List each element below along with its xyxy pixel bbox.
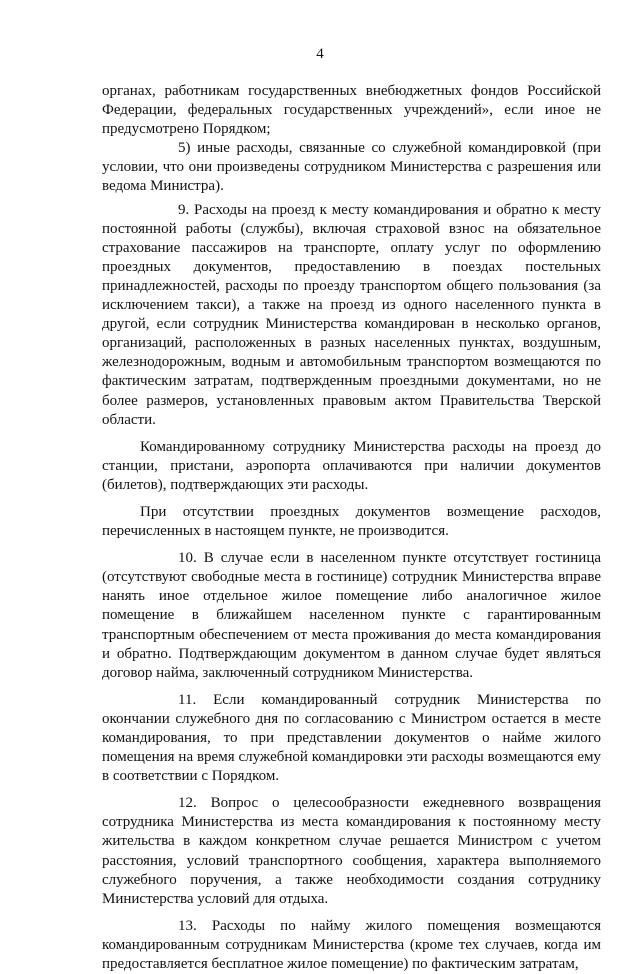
paragraph-12	[102, 794, 601, 909]
paragraph-10	[102, 549, 601, 683]
paragraph-text: При отсутствии проездных документов возмещение расходов, перечисленных в настоящем пункте, не производится.	[102, 503, 601, 540]
paragraph-text: Расходы по найму жилого помещения возмещаются командированным сотрудникам Министерства (кроме тех случаев, когда им предоставляется бесплатное жилое помещение) по фактическим затратам,	[102, 917, 602, 973]
paragraph-number: 11.	[178, 691, 197, 708]
document-body	[102, 82, 601, 974]
paragraph-number: 9.	[178, 201, 190, 218]
paragraph-text: Командированному сотруднику Министерства расходы на проезд до станции, пристани, аэропорта оплачиваются при наличии документов (билетов), подтверждающих эти расходы.	[102, 438, 601, 493]
paragraph-text: Если командированный сотрудник Министерства по окончании служебного дня по согласованию с Министром остается в месте командирования, то при представлении документов о найме жилого помещения на время служебной командировки эти расходы возмещаются ему в соответствии с Порядком.	[102, 691, 601, 785]
paragraph-number: 10.	[178, 550, 197, 567]
paragraph-number: 13.	[178, 917, 197, 934]
paragraph-text: органах, работникам государственных внебюджетных фондов Российской Федерации, федеральных государственных учреждений», если иное не предусмотрено Порядком;	[102, 83, 601, 138]
paragraph-item-5	[102, 139, 601, 196]
paragraph-9	[102, 201, 601, 430]
paragraph-text: Расходы на проезд к месту командирования и обратно к месту постоянной работы (службы), включая страховой взнос на обязательное страхование пассажиров на транспорте, оплату услуг по оформлению проездных документов, предоставлению в поездах постельных принадлежностей, расходы по проезду транспортом общего пользования (за исключением такси), а также на проезд из одного населенного пункта в другой, если сотрудник Министерства командирован в несколько органов, организаций, расположенных в разных населенных пунктах, воздушным, железнодорожным, водным и автомобильным транспортом возмещаются по фактическим затратам, подтвержденным проездными документами, но не более размеров, установленных правовым актом Правительства Тверской области.	[102, 201, 601, 428]
paragraph-11	[102, 691, 601, 786]
paragraph-number: 5)	[178, 140, 191, 157]
paragraph-13	[102, 917, 601, 974]
paragraph-number: 12.	[178, 795, 197, 812]
page-number: 4	[316, 46, 324, 62]
paragraph-no-documents	[102, 503, 601, 541]
paragraph-commuting	[102, 438, 601, 495]
paragraph-text: иные расходы, связанные со служебной командировкой (при условии, что они произведены сотрудником Министерства с разрешения или ведома Министра).	[102, 140, 601, 195]
paragraph-text: В случае если в населенном пункте отсутствует гостиница (отсутствуют свободные места в гостинице) сотрудник Министерства вправе нанять иное отдельное жилое помещение либо аналогичное жилое помещение в ближайшем населенном пункте с гарантированным транспортным обеспечением от места проживания до места командирования и обратно. Подтверждающим документом в данном случае будет являться договор найма, заключенный сотрудником Министерства.	[102, 550, 602, 681]
paragraph-continuation	[102, 82, 601, 139]
paragraph-text: Вопрос о целесообразности ежедневного возвращения сотрудника Министерства из места командирования к постоянному месту жительства в каждом конкретном случае решается Министром с учетом расстояния, условий транспортного сообщения, характера выполняемого служебного поручения, а также необходимости создания сотруднику Министерства условий для отдыха.	[102, 795, 602, 907]
